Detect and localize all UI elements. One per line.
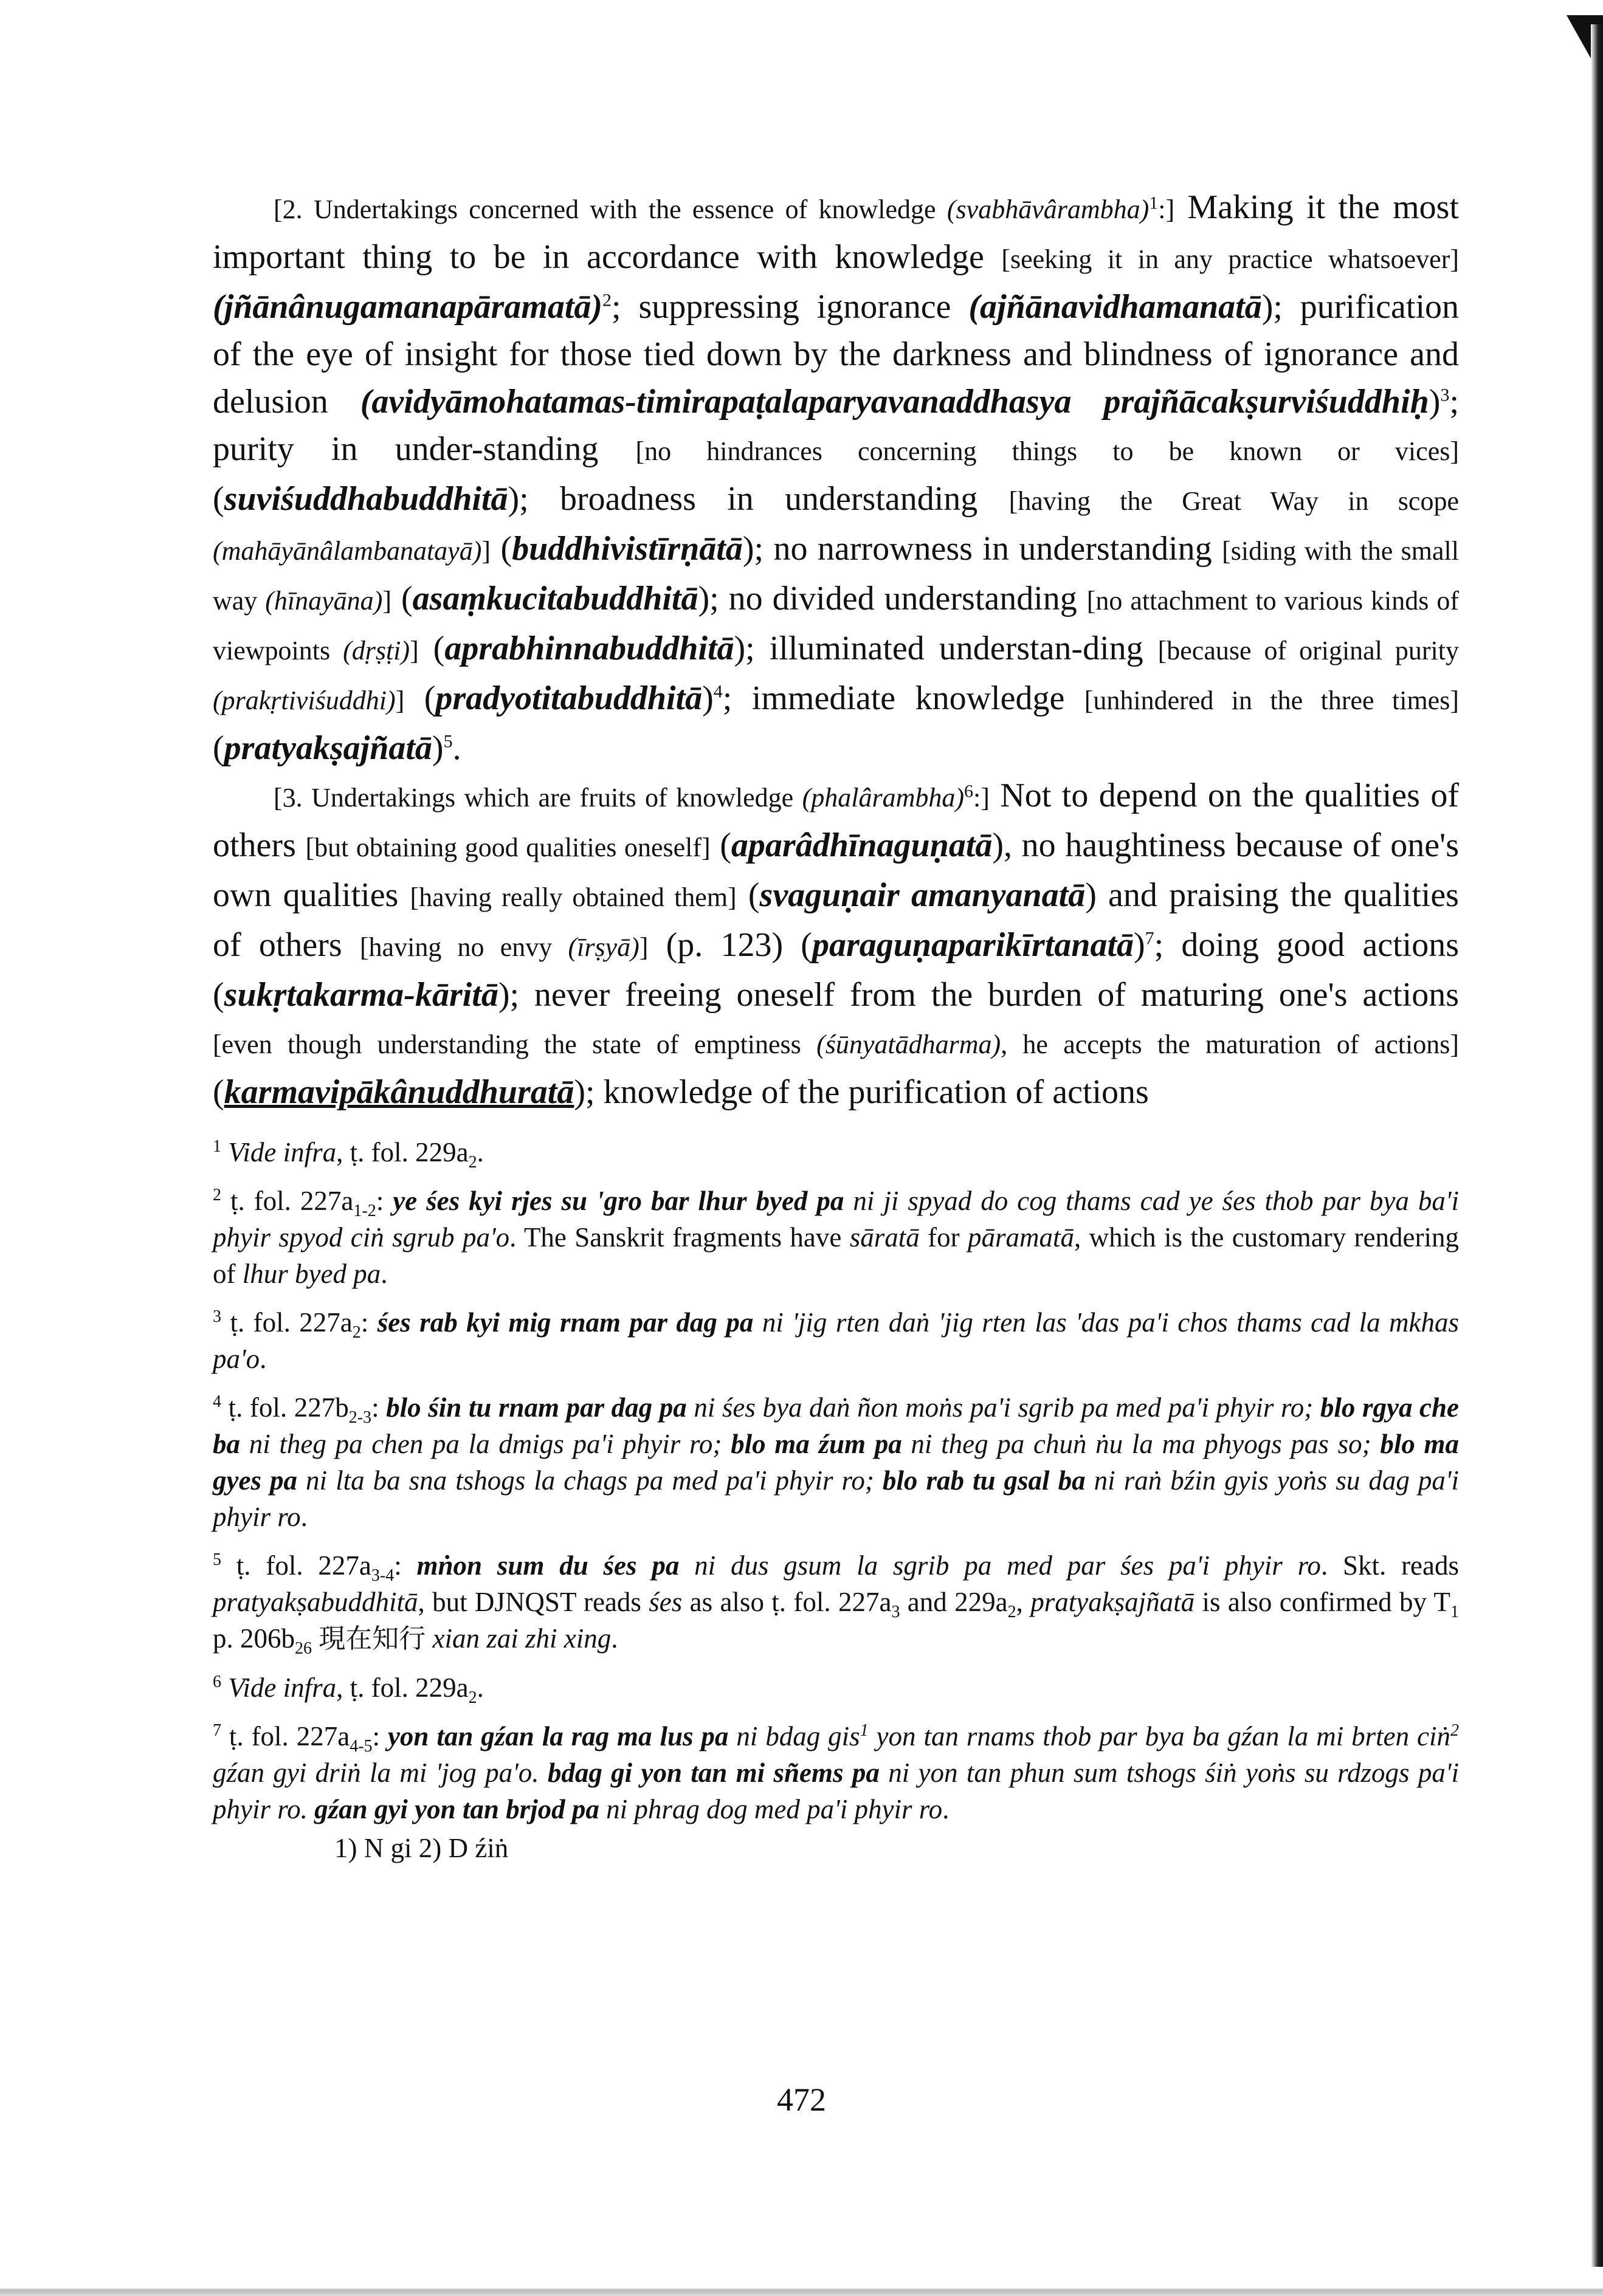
footnote-5: $^5$ ṭ. fol. $227a_{3-4}$: mṅon sum du śes pa ni dus gsum la sgrib pa med par śes pa'i phyir ro. Skt. reads pratyakṣabuddhitā, but DJNQST reads śes as also ṭ. fol. $227a_3$ and $229a_2$, pratyakṣajñatā is also confirmed by $T_1$ p. $206b_{26}$ 現在知行 xian zai zhi xing. <box>213 1550 1460 1658</box>
page-edge <box>1591 24 1603 2267</box>
footnote-2: $^2$ ṭ. fol. $227a_{1-2}$: ye śes kyi rjes su 'gro bar lhur byed pa ni ji spyad do cog thams cad ye śes thob par bya ba'i phyir spyod ciṅ sgrub pa'o. The Sanskrit fragments have sāratā for pāramatā, which is the customary rendering of lhur byed pa. <box>213 1186 1460 1289</box>
main-text <box>213 184 1459 1866</box>
page-number: 472 <box>777 2081 826 2118</box>
footnote-variants: 1) N gi 2) D źiṅ <box>334 1833 509 1863</box>
footnote-7: $^7$ ṭ. fol. $227a_{4-5}$: yon tan gźan la rag ma lus pa ni bdag gis$^1$ yon tan rnams thob par bya ba gźan la mi brten ciṅ$^2$ gźan gyi driṅ la mi 'jog pa'o. bdag gi yon tan mi sñems pa ni yon tan phun sum tshogs śiṅ yoṅs su rdzogs pa'i phyir ro. gźan gyi yon tan brjod pa ni phrag dog med pa'i phyir ro. <box>213 1721 1459 1824</box>
footnote-6: $^6$ Vide infra, ṭ. fol. $229a_2$. <box>213 1672 484 1707</box>
paragraph-2: [2. Undertakings concerned with the essence of knowledge (svabhāvârambha)$^1$:] Making it the most important thing to be in accordance with knowledge [seeking it in any practice whatsoever] (jñānânugamanapāramatā)$^2$; suppressing ignorance (ajñānavidhamanatā); purification of the eye of insight for those tied down by the darkness and blindness of ignorance and delusion (avidyāmohatamas-timirapaṭalaparyavanaddhasya prajñācakṣurviśuddhiḥ)$^3$; purity in under-standing [no hindrances concerning things to be known or vices] (suviśuddhabuddhitā); broadness in understanding [having the Great Way in scope (mahāyānâlambanatayā)] (buddhivistīrṇātā); no narrowness in understanding [siding with the small way (hīnayāna)] (asaṃkucitabuddhitā); no divided understanding [no attachment to various kinds of viewpoints (dṛṣṭi)] (aprabhinnabuddhitā); illuminated understan-ding [because of original purity (prakṛtiviśuddhi)] (pradyotitabuddhitā)$^4$; immediate knowledge [unhindered in the three times] (pratyakṣajñatā)$^5$. <box>213 188 1459 767</box>
footnote-1: $^1$ Vide infra, ṭ. fol. $229a_2$. <box>213 1137 484 1172</box>
footnote-4: $^4$ ṭ. fol. $227b_{2-3}$: blo śin tu rnam par dag pa ni śes bya daṅ ñon moṅs pa'i sgrib pa med pa'i phyir ro; blo rgya che ba ni theg pa chen pa la dmigs pa'i phyir ro; blo ma źum pa ni theg pa chuṅ ṅu la ma phyogs pas so; blo ma gyes pa ni lta ba sna tshogs la chags pa med pa'i phyir ro; blo rab tu gsal ba ni raṅ bźin gyis yoṅs su dag pa'i phyir ro. <box>213 1392 1460 1532</box>
footnote-3: $^3$ ṭ. fol. $227a_2$: śes rab kyi mig rnam par dag pa ni 'jig rten daṅ 'jig rten las 'das pa'i chos thams cad la mkhas pa'o. <box>213 1307 1460 1374</box>
page-bottom-edge <box>0 2287 1603 2296</box>
paragraph-3: [3. Undertakings which are fruits of knowledge (phalârambha)$^6$:] Not to depend on the qualities of others [but obtaining good qualities oneself] (aparâdhīnaguṇatā), no haughtiness because of one's own qualities [having really obtained them] (svaguṇair amanyanatā) and praising the qualities of others [having no envy (īrṣyā)] (p. 123) (paraguṇaparikīrtanatā)$^7$; doing good actions (sukṛtakarma-kāritā); never freeing oneself from the burden of maturing one's actions [even though understanding the state of emptiness (śūnyatādharma), he accepts the maturation of actions] (karmavipākânuddhuratā); knowledge of the purification of actions <box>213 777 1460 1111</box>
footnotes <box>213 1134 1459 1866</box>
